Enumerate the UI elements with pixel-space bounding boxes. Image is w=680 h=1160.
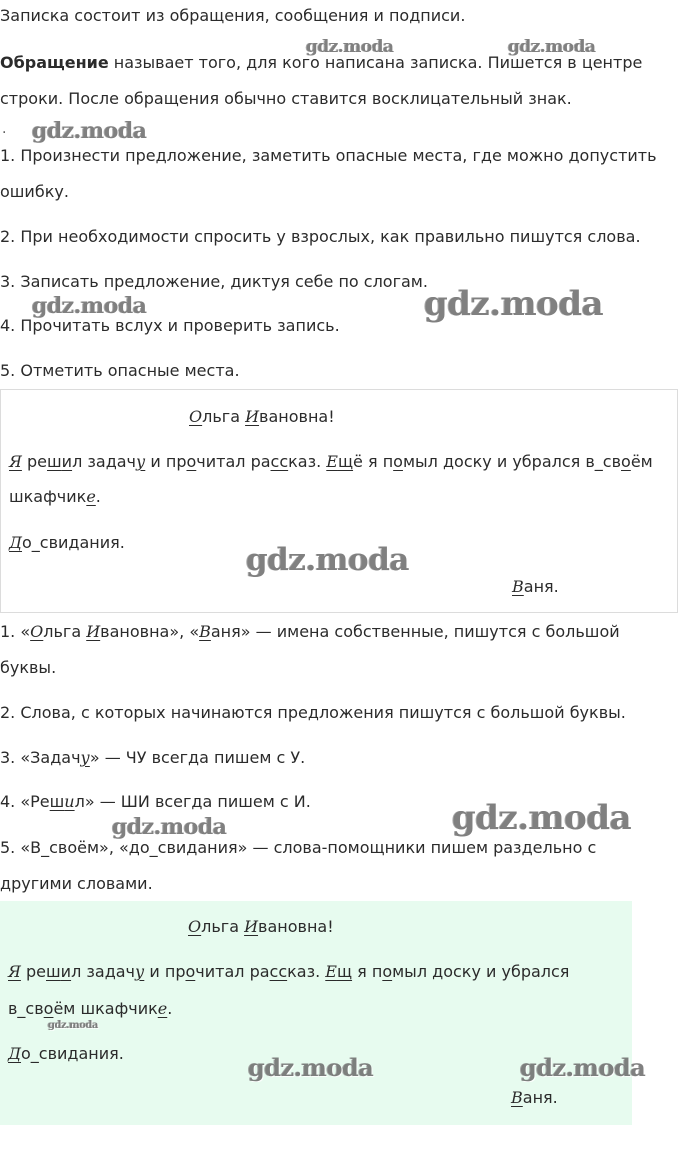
explain-5: 5. «В_своём», «до_свидания» — слова-помощники пишем раздельно с [0, 838, 597, 857]
note-box-2 [0, 901, 632, 1125]
note2-greeting: Ольга Ивановна! [188, 917, 334, 936]
term-obrashchenie: Обращение [0, 53, 109, 72]
note-greeting: Ольга Ивановна! [189, 407, 335, 426]
explain-3: 3. «Задачу» — ЧУ всегда пишем с У. [0, 748, 306, 767]
explain-1: 1. «Ольга Ивановна», «Ваня» — имена собственные, пишутся с большой [0, 622, 620, 641]
note-signature: Ваня. [512, 577, 559, 596]
note2-message-line-1: Я решил задачу и прочитал рассказ. Ещ я помыл доску и убрался [8, 962, 570, 981]
explain-2: 2. Слова, с которых начинаются предложения пишутся с большой буквы. [0, 703, 626, 722]
explain-1-cont: буквы. [0, 658, 57, 677]
watermark: gdz.moda [306, 37, 394, 57]
step-5: 5. Отметить опасные места. [0, 361, 240, 380]
step-2: 2. При необходимости спросить у взрослых, как правильно пишутся слова. [0, 227, 641, 246]
watermark: gdz.moda [48, 1020, 98, 1031]
list-bullet: · [2, 125, 7, 141]
explain-4: 4. «Решил» — ШИ всегда пишем с И. [0, 792, 311, 811]
explain-5-cont: другими словами. [0, 874, 153, 893]
step-3: 3. Записать предложение, диктуя себе по слогам. [0, 272, 428, 291]
note-farewell: До_свидания. [9, 533, 125, 552]
watermark: gdz.moda [246, 542, 409, 578]
watermark: gdz.moda [452, 798, 632, 838]
watermark: gdz.moda [32, 293, 147, 319]
note2-farewell: До_свидания. [8, 1044, 124, 1063]
watermark: gdz.moda [520, 1053, 646, 1082]
intro-line-3: строки. После обращения обычно ставится восклицательный знак. [0, 89, 572, 108]
step-1-cont: ошибку. [0, 182, 69, 201]
watermark: gdz.moda [508, 37, 596, 57]
step-1: 1. Произнести предложение, заметить опасные места, где можно допустить [0, 146, 657, 165]
intro-line-2: Обращение называет того, для кого написана записка. Пишется в центре [0, 53, 643, 72]
watermark: gdz.moda [424, 284, 604, 324]
watermark: gdz.moda [32, 118, 147, 144]
step-4: 4. Прочитать вслух и проверить запись. [0, 316, 340, 335]
intro-line-1: Записка состоит из обращения, сообщения и подписи. [0, 6, 466, 25]
watermark: gdz.moda [112, 814, 227, 840]
note2-message-line-2: в_своём шкафчике. [8, 999, 173, 1018]
watermark: gdz.moda [248, 1053, 374, 1082]
note2-signature: Ваня. [511, 1088, 558, 1107]
note-message-line-1: Я решил задачу и прочитал рассказ. Ещё я помыл доску и убрался в_своём [9, 452, 653, 471]
note-message-line-2: шкафчике. [9, 487, 101, 506]
